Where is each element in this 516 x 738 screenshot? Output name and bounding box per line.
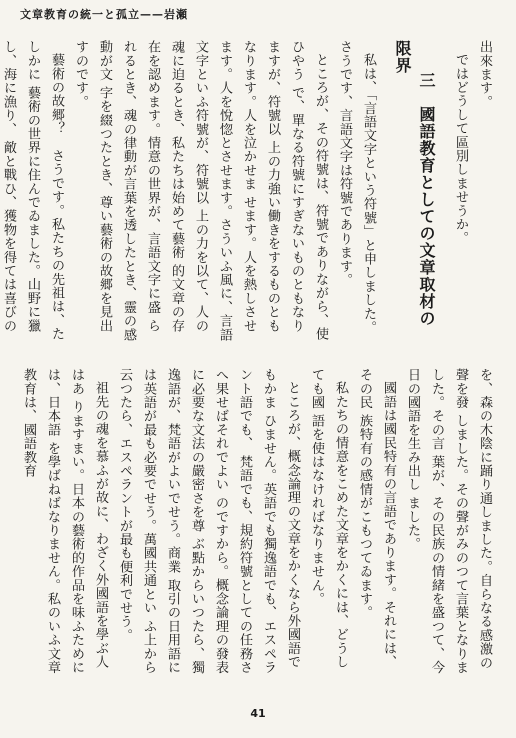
paragraph: 藝術の故郷？ さうです。私たちの先祖は、たしかに 藝術の世界に住んでゐました。山野に獵し、海に漁り、 敵と戰ひ、獲物を得ては喜びの	[1, 40, 64, 341]
paragraph: ところが、概念論理の文章をかくなら外國語でもかま ひません。英語でも獨逸語でも、エスペラント語でも、 梵語でも、規約符號としての任務さへ果せばそれでよい のですから。概念論理の發表に必要な文法の嚴密さを尊 ぶ點からいつたら、獨逸語が、梵語がよいでせう。商業 取引の日用語には英語が最も必要でせう。萬國共通とい ふ上から云つたら、エスペラントが最も便利でせう。	[117, 368, 300, 675]
page-number: 41	[250, 707, 266, 720]
paragraph: を、森の木陰に踊り通しました。自らなる感激の聲を發 しました。その聲がみのつて言葉となりました。その言 葉が、その民族の情緒を盛つて、今日の國語を生み出し ました。	[405, 368, 492, 675]
running-head: 文章教育の統一と孤立——岩瀬	[20, 8, 188, 21]
paragraph: 祖先の魂を慕ふが故に、わざく外國語を學ぶ人はあ りますまい。日本の藝術的作品を味ふためには、日本語 を學ばねばなりません。私のいふ文章教育は、國語教育	[21, 368, 108, 675]
paragraph: 出來ます。	[477, 40, 492, 109]
paragraph: 私たちの情意をこめた文章をかくには、どうしても國 語を使はなければなりません。	[309, 368, 348, 669]
paragraph: 私は、「言語文字という符號」と申しました。さうです、言語文字は符號であります。	[337, 40, 376, 335]
paragraph: 國語は國民特有の言語であります。それには、その民 族特有の感情がこもつてゐます。	[357, 368, 396, 669]
paragraph: ではどうして區別しませうか。	[453, 53, 468, 245]
section-heading: 三 國語教育としての文章取材の限界	[393, 40, 436, 327]
bottom-text-block	[16, 368, 496, 676]
top-text-block	[0, 40, 496, 342]
paragraph: ところが、その符號は、符號でありながら、使ひやう で、單なる符號にすぎないものともなりますが、符號以 上の力強い働きをするものともなります。人を泣かせま せます。人を熱しさせます。人を悅惚とさせます。さういふ風に、言語文字といふ符號が、符號以 上の力を以て、人の魂に迫るとき、私たちは始めて藝術 的文章の存在を認めます。情意の世界が、言語文字に盛 られるとき、魂の律動が言葉を透したとき、靈の感動が文 字を綴つたとき、尊い藝術の故郷を見出すのです。	[73, 40, 328, 342]
